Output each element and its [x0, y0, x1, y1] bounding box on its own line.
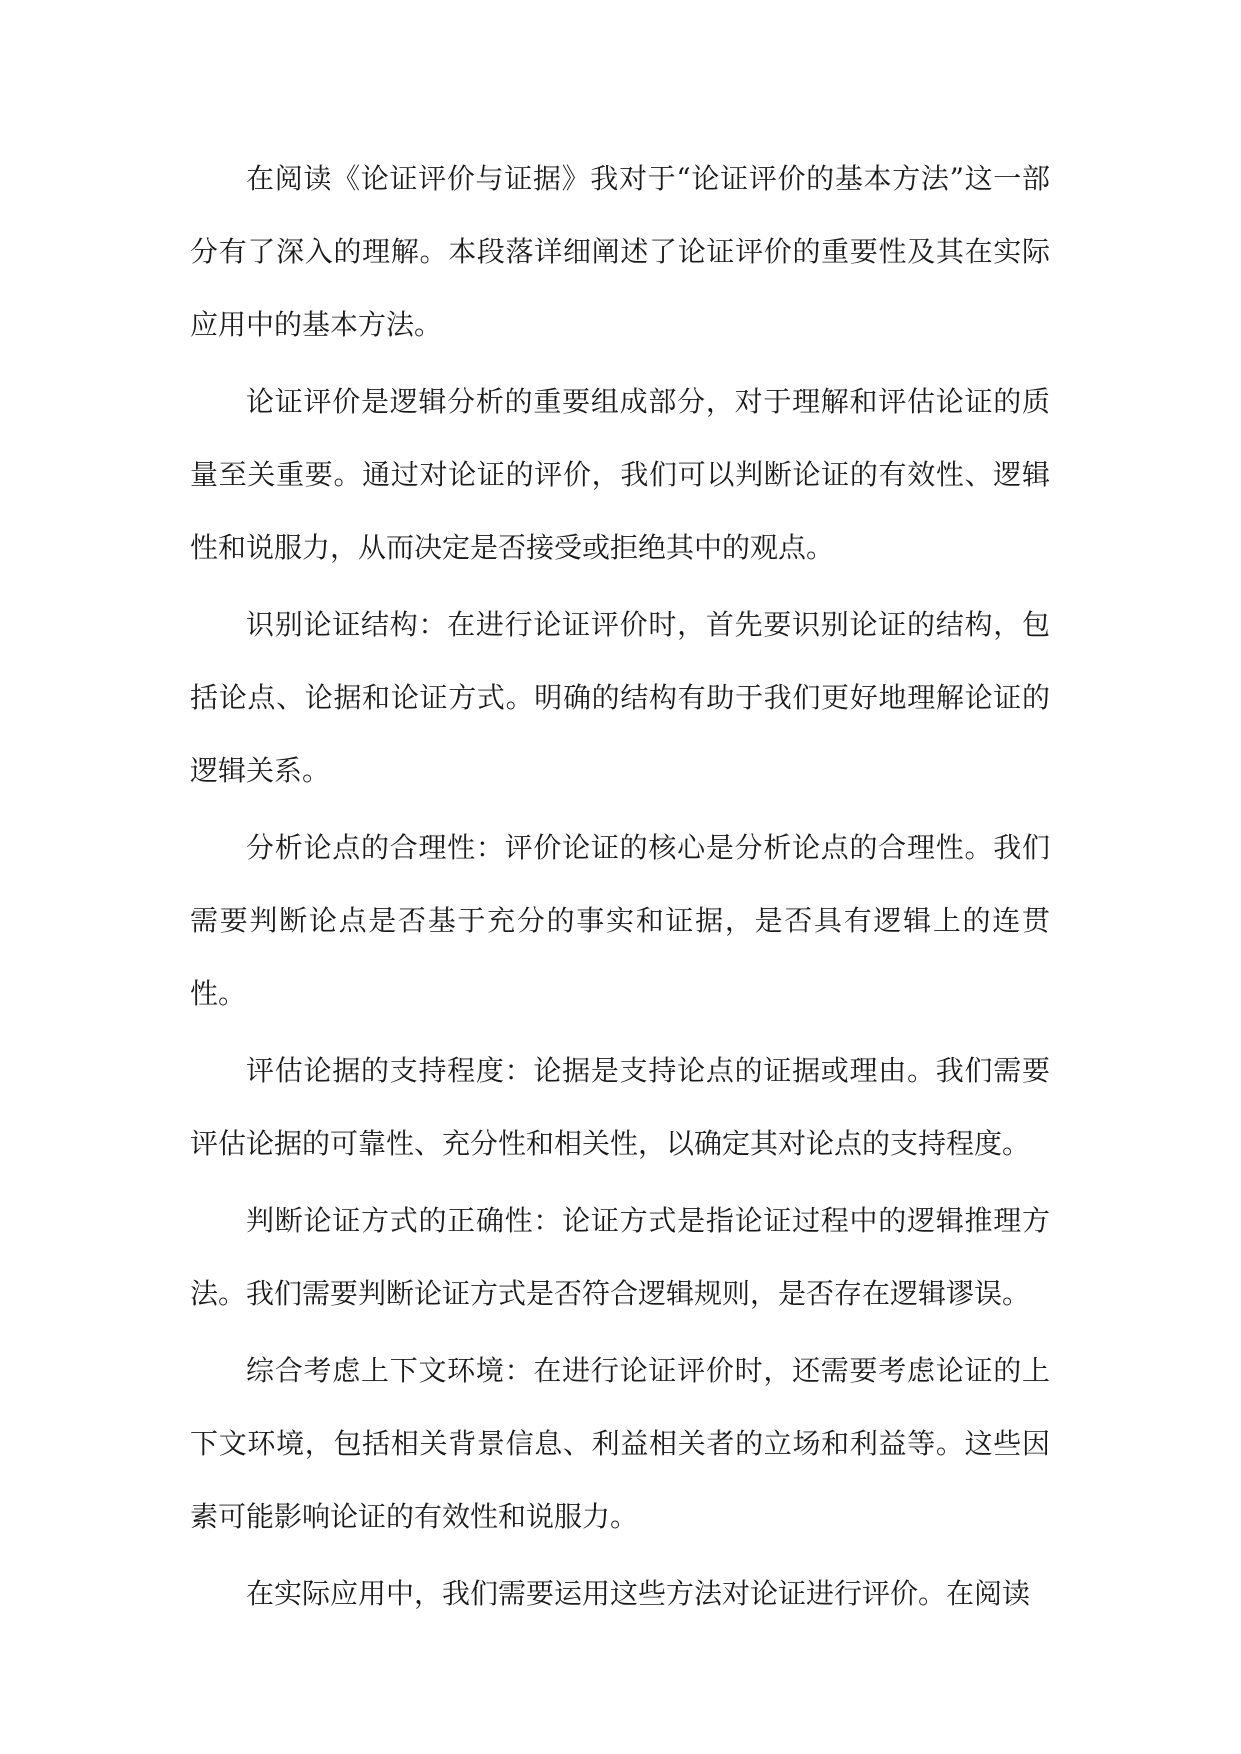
paragraph-judge-reasoning: 判断论证方式的正确性：论证方式是指论证过程中的逻辑推理方法。我们需要判断论证方式是否符合逻辑规则，是否存在逻辑谬误。 [190, 1204, 1050, 1310]
paragraph-application: 在实际应用中，我们需要运用这些方法对论证进行评价。在阅读 [246, 1577, 1031, 1610]
paragraph-context: 综合考虑上下文环境：在进行论证评价时，还需要考虑论证的上下文环境，包括相关背景信息、利益相关者的立场和利益等。这些因素可能影响论证的有效性和说服力。 [190, 1354, 1050, 1533]
body-text [190, 142, 1050, 1630]
paragraph-identify-structure: 识别论证结构：在进行论证评价时，首先要识别论证的结构，包括论点、论据和论证方式。明确的结构有助于我们更好地理解论证的逻辑关系。 [190, 608, 1050, 787]
paragraph-importance: 论证评价是逻辑分析的重要组成部分，对于理解和评估论证的质量至关重要。通过对论证的评价，我们可以判断论证的有效性、逻辑性和说服力，从而决定是否接受或拒绝其中的观点。 [190, 385, 1050, 564]
paragraph-analyze-claims: 分析论点的合理性：评价论证的核心是分析论点的合理性。我们需要判断论点是否基于充分的事实和证据，是否具有逻辑上的连贯性。 [190, 831, 1050, 1010]
paragraph-intro: 在阅读《论证评价与证据》我对于“论证评价的基本方法”这一部分有了深入的理解。本段落详细阐述了论证评价的重要性及其在实际应用中的基本方法。 [190, 162, 1050, 341]
paragraph-evaluate-evidence: 评估论据的支持程度：论据是支持论点的证据或理由。我们需要评估论据的可靠性、充分性和相关性，以确定其对论点的支持程度。 [190, 1054, 1050, 1160]
